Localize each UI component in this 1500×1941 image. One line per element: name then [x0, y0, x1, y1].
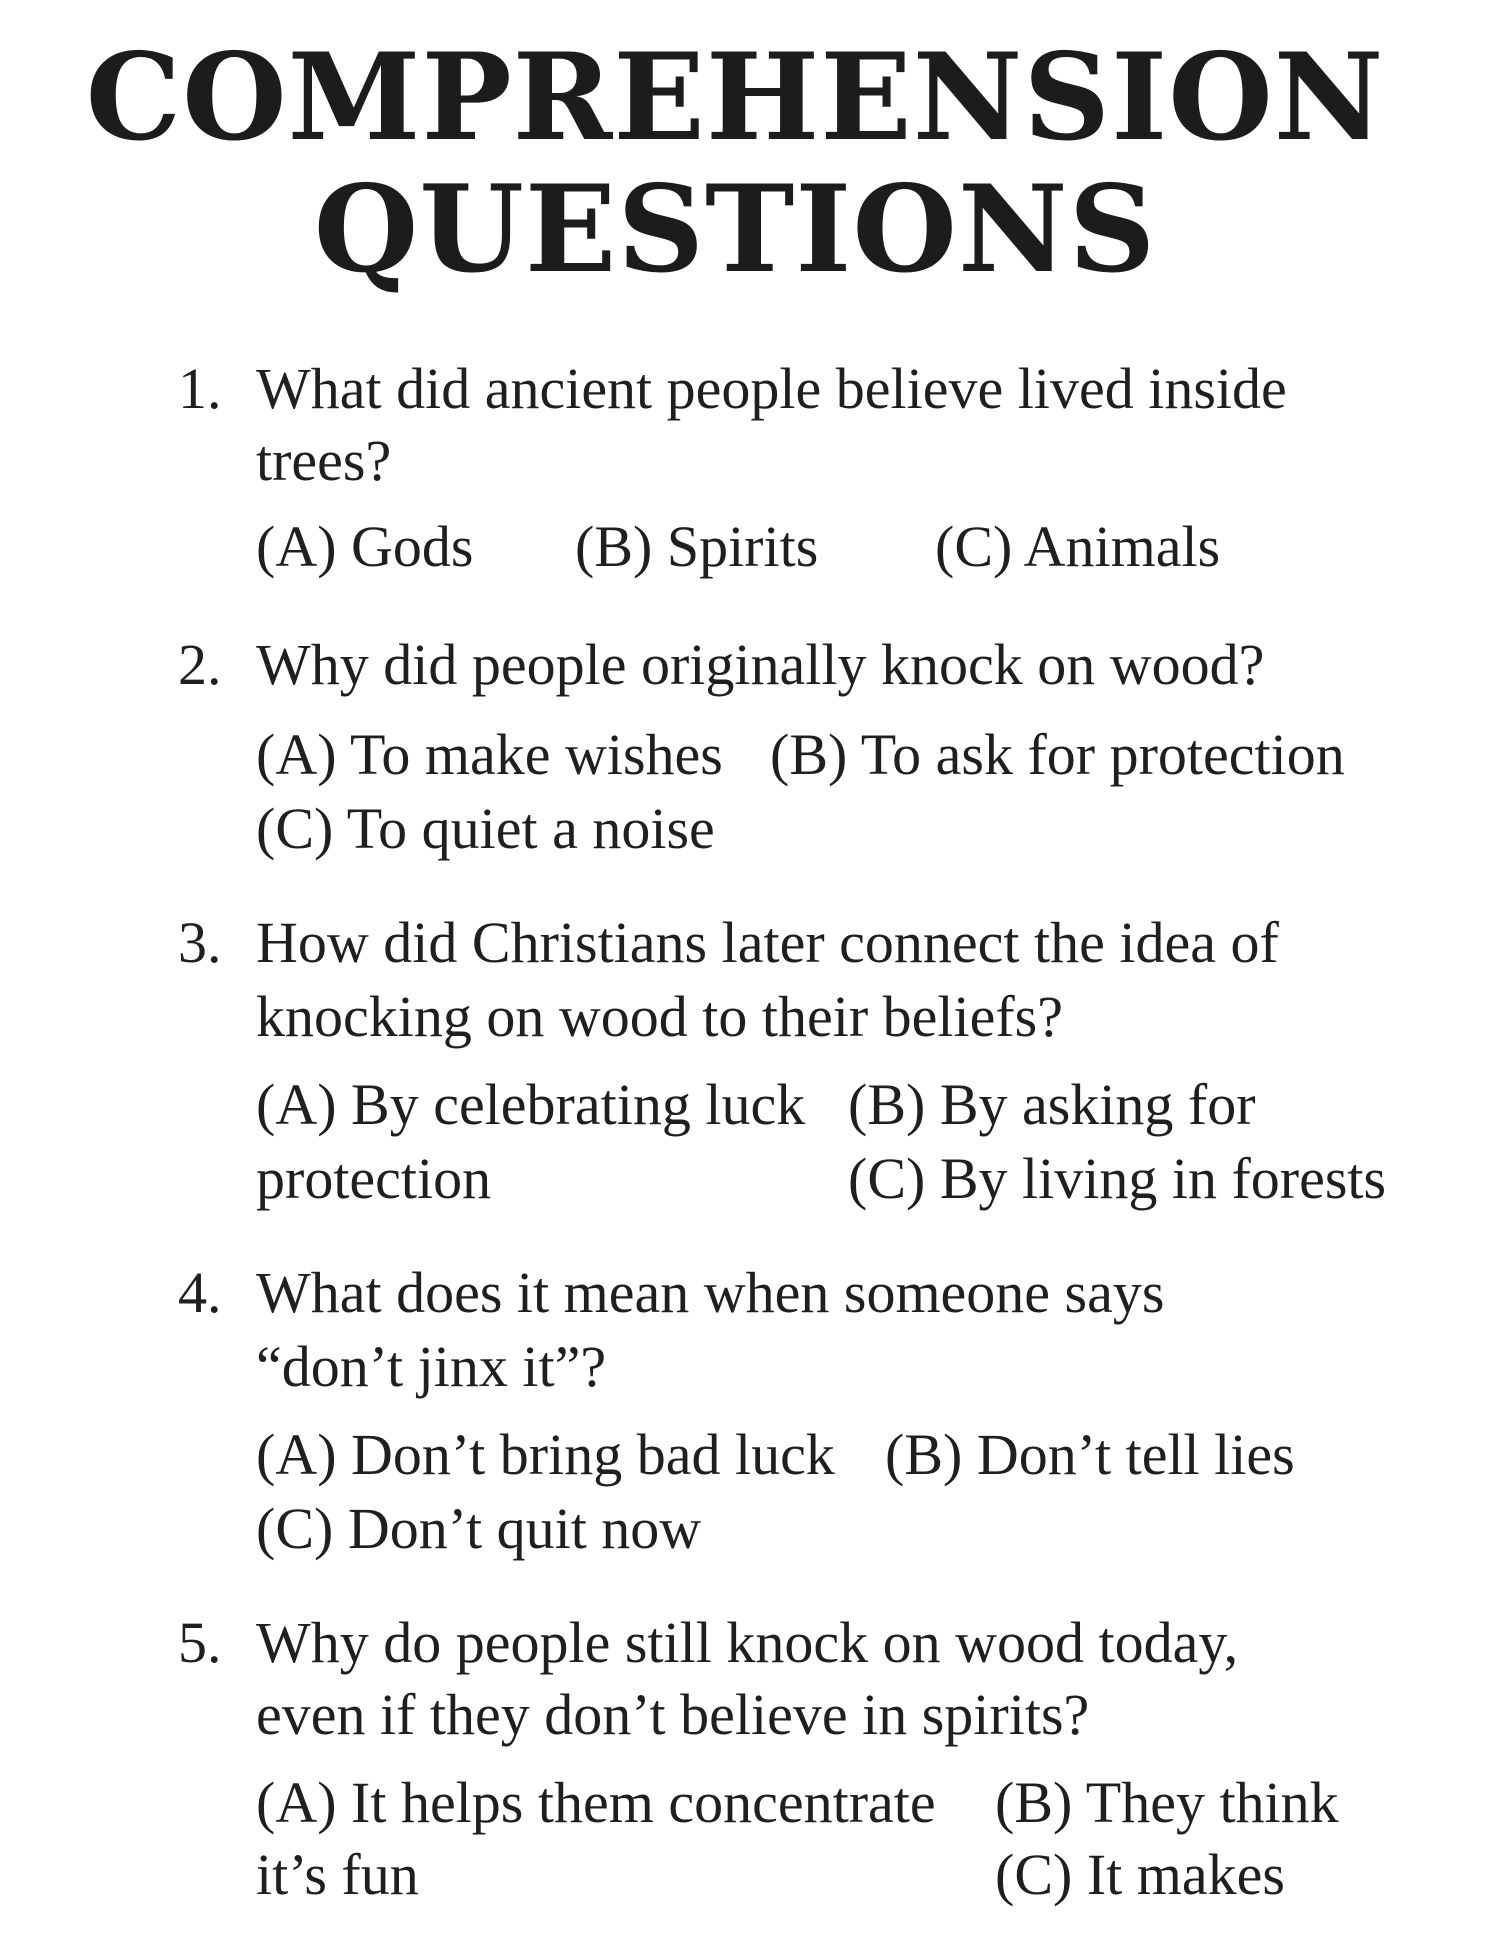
q2-option-a: (A) To make wishes	[256, 722, 723, 787]
q4-option-c: (C) Don’t quit now	[256, 1496, 702, 1561]
page-title-line-2: QUESTIONS	[313, 159, 1157, 300]
question-number: 2.	[178, 632, 222, 697]
question-text-line-1: How did Christians later connect the idea of	[256, 910, 1279, 975]
q5-option-a: (A) It helps them concentrate	[256, 1770, 936, 1835]
q3-option-b-continued: protection	[256, 1146, 492, 1211]
q2-option-b: (B) To ask for protection	[770, 722, 1345, 787]
question-text-line-1: What does it mean when someone says	[256, 1260, 1165, 1325]
question-number: 5.	[178, 1610, 222, 1675]
question-text-line-2: knocking on wood to their beliefs?	[256, 984, 1063, 1049]
q5-option-b-continued: it’s fun	[256, 1842, 419, 1907]
q1-option-c: (C) Animals	[935, 514, 1221, 579]
q2-option-c: (C) To quiet a noise	[256, 796, 715, 861]
question-number: 3.	[178, 910, 222, 975]
question-text-line-2: trees?	[256, 428, 392, 493]
q3-option-b: (B) By asking for	[848, 1072, 1256, 1137]
question-text-line-2: even if they don’t believe in spirits?	[256, 1682, 1090, 1747]
q1-option-a: (A) Gods	[256, 514, 474, 579]
q4-option-a: (A) Don’t bring bad luck	[256, 1422, 835, 1487]
question-text-line-1: Why do people still knock on wood today,	[256, 1610, 1239, 1675]
question-number: 1.	[178, 356, 222, 421]
q4-option-b: (B) Don’t tell lies	[885, 1422, 1295, 1487]
q5-option-b: (B) They think	[995, 1770, 1339, 1835]
q5-option-c: (C) It makes	[995, 1842, 1285, 1907]
q3-option-a: (A) By celebrating luck	[256, 1072, 806, 1137]
q1-option-b: (B) Spirits	[575, 514, 819, 579]
question-number: 4.	[178, 1260, 222, 1325]
question-text-line-1: Why did people originally knock on wood?	[256, 632, 1265, 697]
page-title-line-1: COMPREHENSION	[85, 27, 1385, 168]
q3-option-c: (C) By living in forests	[848, 1146, 1387, 1211]
question-text-line-1: What did ancient people believe lived inside	[256, 356, 1287, 421]
question-text-line-2: “don’t jinx it”?	[256, 1334, 607, 1399]
